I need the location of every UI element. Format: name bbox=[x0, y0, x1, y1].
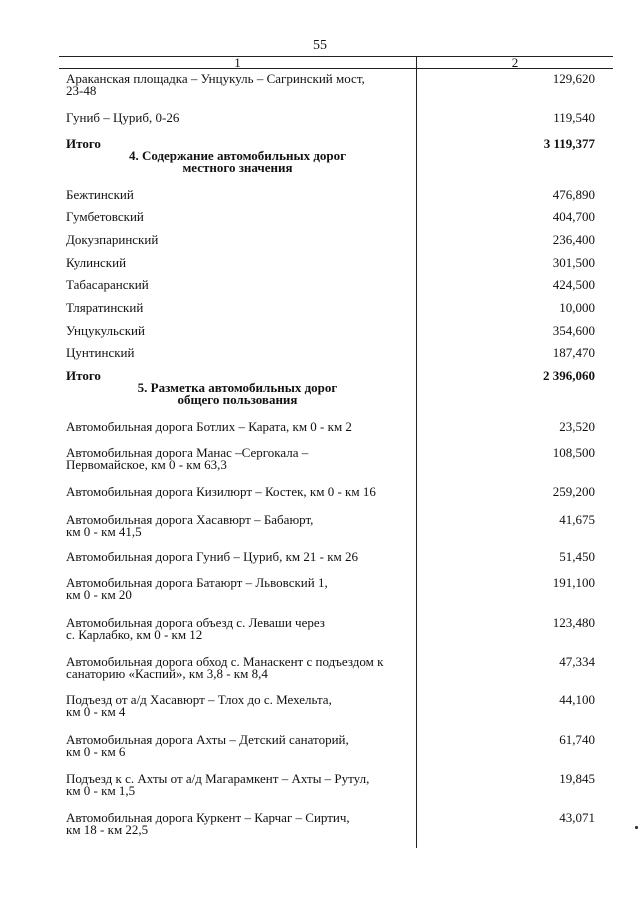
road-value: 61,740 bbox=[559, 732, 595, 747]
row-name: Араканская площадка – Унцукуль – Сагринский мост, 23-48 bbox=[66, 71, 365, 98]
district-name: Тляратинский bbox=[66, 300, 144, 315]
budget-table bbox=[59, 56, 613, 848]
district-name: Докузпаринский bbox=[66, 232, 159, 247]
scan-speck bbox=[635, 826, 638, 829]
column-divider bbox=[416, 56, 417, 848]
total-value: 2 396,060 bbox=[543, 368, 595, 383]
total-label: Итого bbox=[66, 368, 101, 383]
total-label: Итого bbox=[66, 136, 101, 151]
road-name: Подъезд от а/д Хасавюрт – Тлох до с. Мехельта, км 0 - км 4 bbox=[66, 692, 332, 719]
road-name: Автомобильная дорога Ботлих – Карата, км 0 - км 2 bbox=[66, 419, 352, 434]
district-value: 476,890 bbox=[552, 187, 595, 202]
section-4-title: 4. Содержание автомобильных дорог местного значения bbox=[128, 148, 347, 175]
district-name: Табасаранский bbox=[66, 277, 149, 292]
road-name: Автомобильная дорога Ахты – Детский санаторий, км 0 - км 6 bbox=[66, 732, 349, 759]
road-name: Автомобильная дорога Куркент – Карчаг – Сиртич, км 18 - км 22,5 bbox=[66, 810, 350, 837]
road-value: 43,071 bbox=[559, 810, 595, 825]
road-name: Автомобильная дорога объезд с. Леваши через с. Карлабко, км 0 - км 12 bbox=[66, 615, 325, 642]
district-value: 10,000 bbox=[559, 300, 595, 315]
district-name: Гумбетовский bbox=[66, 209, 144, 224]
header-bottom-border bbox=[59, 68, 613, 69]
road-name: Автомобильная дорога Батаюрт – Львовский 1, км 0 - км 20 bbox=[66, 575, 328, 602]
road-value: 191,100 bbox=[552, 575, 595, 590]
column-header-2: 2 bbox=[511, 55, 519, 70]
district-value: 236,400 bbox=[552, 232, 595, 247]
road-value: 51,450 bbox=[559, 549, 595, 564]
total-value: 3 119,377 bbox=[543, 136, 595, 151]
road-name: Автомобильная дорога Хасавюрт – Бабаюрт, км 0 - км 41,5 bbox=[66, 512, 314, 539]
road-name: Автомобильная дорога Кизилюрт – Костек, км 0 - км 16 bbox=[66, 484, 376, 499]
road-value: 44,100 bbox=[559, 692, 595, 707]
district-value: 404,700 bbox=[552, 209, 595, 224]
road-value: 259,200 bbox=[552, 484, 595, 499]
district-value: 301,500 bbox=[552, 255, 595, 270]
page-number: 55 bbox=[313, 38, 327, 53]
road-value: 19,845 bbox=[559, 771, 595, 786]
road-value: 123,480 bbox=[552, 615, 595, 630]
road-value: 47,334 bbox=[559, 654, 595, 669]
road-name: Подъезд к с. Ахты от а/д Магарамкент – Ахты – Рутул, км 0 - км 1,5 bbox=[66, 771, 370, 798]
district-name: Унцукульский bbox=[66, 323, 145, 338]
row-name: Гуниб – Цуриб, 0-26 bbox=[66, 110, 180, 125]
road-name: Автомобильная дорога Гуниб – Цуриб, км 21 - км 26 bbox=[66, 549, 359, 564]
road-name: Автомобильная дорога Манас –Сергокала – Первомайское, км 0 - км 63,3 bbox=[66, 445, 309, 472]
section-5-title: 5. Разметка автомобильных дорог общего пользования bbox=[137, 380, 338, 407]
row-value: 129,620 bbox=[552, 71, 595, 86]
district-value: 187,470 bbox=[552, 345, 595, 360]
row-value: 119,540 bbox=[553, 110, 595, 125]
road-value: 23,520 bbox=[559, 419, 595, 434]
district-name: Бежтинский bbox=[66, 187, 134, 202]
district-name: Цунтинский bbox=[66, 345, 135, 360]
column-header-1: 1 bbox=[234, 55, 241, 70]
road-name: Автомобильная дорога обход с. Манаскент с подъездом к санаторию «Каспий», км 3,8 - км 8,4 bbox=[66, 654, 384, 681]
district-name: Кулинский bbox=[66, 255, 127, 270]
district-value: 424,500 bbox=[552, 277, 595, 292]
road-value: 108,500 bbox=[552, 445, 595, 460]
district-value: 354,600 bbox=[552, 323, 595, 338]
road-value: 41,675 bbox=[559, 512, 595, 527]
